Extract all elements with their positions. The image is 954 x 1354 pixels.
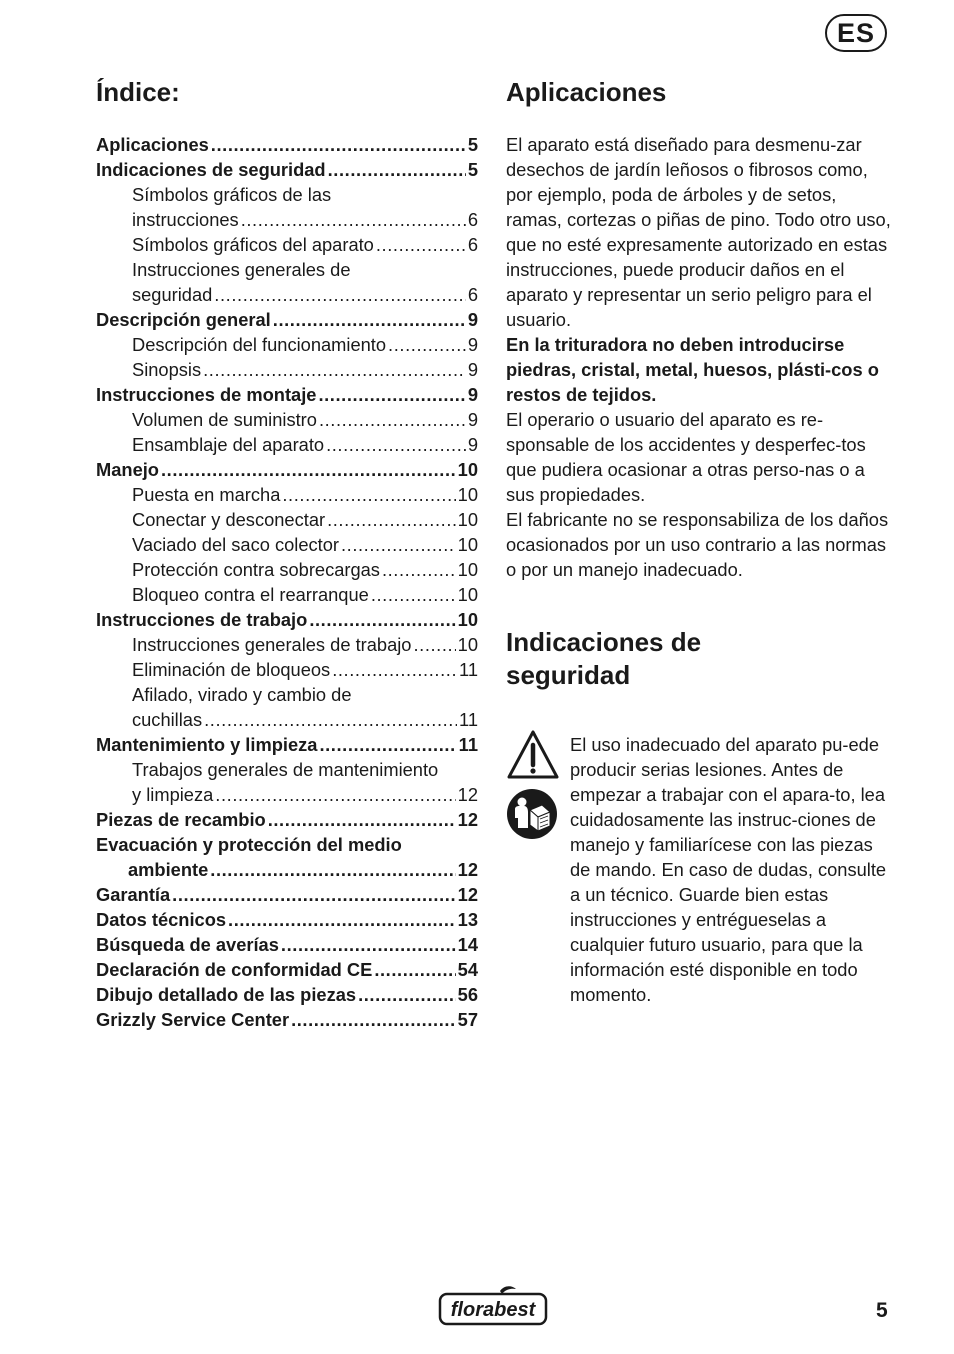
applications-paragraph-2: El operario o usuario del aparato es re-sponsable de los accidentes y desperfec-tos que pudiera ocasionar a otras perso-nas o a sus propiedades. — [506, 409, 866, 505]
toc-entry-label: Piezas de recambio — [96, 809, 266, 830]
toc-entry — [96, 982, 478, 1007]
toc-entry-label: Declaración de conformidad CE — [96, 959, 373, 980]
toc-leader-dots — [413, 632, 455, 657]
toc-leader-dots — [268, 807, 456, 832]
toc-entry-label: Indicaciones de seguridad — [96, 159, 326, 180]
toc-entry — [96, 682, 478, 707]
florabest-logo — [438, 1285, 548, 1327]
toc-entry-page: 10 — [457, 459, 478, 480]
toc-leader-dots — [273, 307, 466, 332]
toc-entry — [96, 207, 478, 232]
toc-entry-label: Trabajos generales de mantenimiento — [132, 759, 439, 780]
safety-body: El uso inadecuado del aparato pu-ede producir serias lesiones. Antes de empezar a trabajar con el apara-to, lea cuidadosamente las instruc-ciones de manejo y familiarícese con las piezas de mando. En caso de dudas, consulte a un técnico. Guarde bien estas instrucciones y entrégueselas a cualquier futuro usuario, para que la información esté disponible en todo momento. — [570, 734, 887, 1005]
toc-entry-label: Puesta en marcha — [132, 484, 281, 505]
toc-entry-label: Mantenimiento y limpieza — [96, 734, 318, 755]
safety-title — [506, 626, 701, 692]
toc-leader-dots — [371, 582, 456, 607]
toc-leader-dots — [161, 457, 456, 482]
toc-entry-page: 11 — [458, 734, 478, 755]
toc-entry — [96, 132, 478, 157]
toc-leader-dots — [388, 332, 466, 357]
safety-title-line-2: seguridad — [506, 660, 631, 690]
applications-title: Aplicaciones — [506, 77, 667, 107]
toc-entry-page: 10 — [457, 584, 478, 605]
applications-paragraph-1: El aparato está diseñado para desmenu-zar desechos de jardín leñosos o fibrosos como, por ejemplo, poda de árboles y de setos, ramas, cortezas o piñas de pino. Todo otro uso, que no esté expresamente autorizado en estas instrucciones, puede producir daños en el aparato y representar un serio peligro para el usuario. — [506, 134, 891, 330]
toc-entry-page: 13 — [457, 909, 478, 930]
toc-leader-dots — [282, 482, 455, 507]
toc-leader-dots — [291, 1007, 456, 1032]
toc-entry — [96, 282, 478, 307]
toc-entry — [96, 407, 478, 432]
toc-entry-page: 9 — [467, 309, 478, 330]
applications-body — [506, 132, 891, 582]
toc-leader-dots — [358, 982, 456, 1007]
toc-entry-page: 54 — [457, 959, 478, 980]
toc-entry-page: 14 — [457, 934, 478, 955]
toc-entry — [96, 307, 478, 332]
toc-entry-page: 12 — [457, 784, 478, 805]
toc-entry-label: Instrucciones de montaje — [96, 384, 317, 405]
toc-entry — [96, 757, 478, 782]
toc-leader-dots — [172, 882, 455, 907]
toc-entry-label: Bloqueo contra el rearranque — [132, 584, 369, 605]
toc-entry — [96, 232, 478, 257]
toc-leader-dots — [204, 707, 457, 732]
toc-entry-label: Eliminación de bloqueos — [132, 659, 331, 680]
toc-entry-page: 9 — [467, 384, 478, 405]
toc-leader-dots — [328, 157, 466, 182]
toc-entry — [96, 732, 478, 757]
toc-entry — [96, 582, 478, 607]
toc-entry-label: Evacuación y protección del medio — [96, 834, 402, 855]
toc-entry-label: Datos técnicos — [96, 909, 227, 930]
toc-leader-dots — [215, 782, 455, 807]
toc-entry-page: 10 — [457, 484, 478, 505]
toc-leader-dots — [319, 732, 456, 757]
toc-entry-label: Símbolos gráficos de las — [132, 184, 332, 205]
toc-entry — [96, 857, 478, 882]
toc-entry-label: Ensamblaje del aparato — [132, 434, 325, 455]
toc-entry — [96, 482, 478, 507]
toc-entry-page: 56 — [457, 984, 478, 1005]
toc-entry-label: Volumen de suministro — [132, 409, 317, 430]
toc-entry — [96, 782, 478, 807]
toc-entry-label: Símbolos gráficos del aparato — [132, 234, 374, 255]
toc-entry — [96, 932, 478, 957]
toc-entry-page: 5 — [467, 159, 478, 180]
toc-entry-label: Descripción del funcionamiento — [132, 334, 387, 355]
read-manual-icon — [506, 788, 558, 840]
toc-entry — [96, 182, 478, 207]
toc-entry — [96, 957, 478, 982]
toc-entry-page: 9 — [467, 359, 478, 380]
toc-entry — [96, 832, 478, 857]
toc-entry — [96, 357, 478, 382]
toc-entry-label: Manejo — [96, 459, 159, 480]
applications-paragraph-3: El fabricante no se responsabiliza de los daños ocasionados por un uso contrario a las normas o por un manejo inadecuado. — [506, 509, 889, 580]
toc-entry-page: 10 — [457, 534, 478, 555]
toc-entry-page: 12 — [457, 809, 478, 830]
toc-entry-label: Dibujo detallado de las piezas — [96, 984, 357, 1005]
applications-warning-bold: En la trituradora no deben introducirse piedras, cristal, metal, huesos, plásti-cos o restos de tejidos. — [506, 334, 879, 405]
toc-entry — [96, 907, 478, 932]
toc-entry-page: 11 — [459, 709, 478, 730]
toc-entry-page: 57 — [457, 1009, 478, 1030]
toc-entry-page: 12 — [457, 859, 478, 880]
toc-entry — [96, 557, 478, 582]
toc-leader-dots — [318, 382, 465, 407]
toc-entry — [96, 657, 478, 682]
toc-entry-page: 9 — [467, 409, 478, 430]
toc-entry-page: 10 — [457, 559, 478, 580]
toc-entry-label: Vaciado del saco colector — [132, 534, 339, 555]
toc-entry-label: Grizzly Service Center — [96, 1009, 290, 1030]
svg-text:florabest: florabest — [450, 1299, 536, 1321]
toc-entry-page: 10 — [457, 609, 478, 630]
toc-entry — [96, 882, 478, 907]
toc-entry — [96, 807, 478, 832]
toc-leader-dots — [309, 607, 455, 632]
toc-entry-label: cuchillas — [132, 709, 203, 730]
toc-leader-dots — [376, 232, 466, 257]
toc-entry-label: Conectar y desconectar — [132, 509, 326, 530]
toc-entry-page: 10 — [457, 634, 478, 655]
toc-entry-label: Instrucciones de trabajo — [96, 609, 308, 630]
toc-leader-dots — [374, 957, 455, 982]
toc-entry-label: instrucciones — [132, 209, 239, 230]
toc-entry-label: Instrucciones generales de trabajo — [132, 634, 412, 655]
toc-title: Índice: — [96, 77, 180, 107]
toc-entry-label: Protección contra sobrecargas — [132, 559, 380, 580]
toc-leader-dots — [281, 932, 456, 957]
toc-entry-page: 12 — [457, 884, 478, 905]
toc-leader-dots — [327, 507, 456, 532]
toc-entry — [96, 257, 478, 282]
safety-title-line-1: Indicaciones de — [506, 627, 702, 657]
toc-entry — [96, 157, 478, 182]
toc-entry — [96, 457, 478, 482]
toc-entry-label: Instrucciones generales de — [132, 259, 351, 280]
toc-leader-dots — [326, 432, 466, 457]
toc-entry-label: Afilado, virado y cambio de — [132, 684, 352, 705]
toc-entry-page: 5 — [467, 134, 478, 155]
toc-entry-page: 11 — [459, 659, 478, 680]
toc-leader-dots — [382, 557, 456, 582]
toc-entry-label: Garantía — [96, 884, 171, 905]
toc-entry — [96, 332, 478, 357]
toc-leader-dots — [332, 657, 457, 682]
toc-entry — [96, 707, 478, 732]
toc-entry-page: 10 — [457, 509, 478, 530]
toc-leader-dots — [214, 282, 466, 307]
toc-entry-label: Aplicaciones — [96, 134, 209, 155]
toc-entry-label: Sinopsis — [132, 359, 202, 380]
page-number: 5 — [876, 1299, 888, 1322]
toc-leader-dots — [211, 132, 466, 157]
toc-leader-dots — [341, 532, 456, 557]
toc-entry-page: 9 — [467, 434, 478, 455]
toc-leader-dots — [241, 207, 466, 232]
toc-leader-dots — [228, 907, 456, 932]
toc-entry-page: 6 — [467, 284, 478, 305]
toc-entry — [96, 532, 478, 557]
toc-entry — [96, 1007, 478, 1032]
toc-entry-label: y limpieza — [132, 784, 214, 805]
table-of-contents — [96, 132, 478, 1032]
toc-leader-dots — [319, 407, 466, 432]
toc-entry — [96, 507, 478, 532]
toc-entry-label: ambiente — [128, 859, 209, 880]
toc-entry-page: 6 — [467, 209, 478, 230]
toc-entry-page: 9 — [467, 334, 478, 355]
toc-leader-dots — [203, 357, 466, 382]
toc-entry — [96, 607, 478, 632]
toc-entry-page: 6 — [467, 234, 478, 255]
toc-entry-label: Búsqueda de averías — [96, 934, 279, 955]
toc-entry-label: seguridad — [132, 284, 213, 305]
toc-entry — [96, 632, 478, 657]
toc-entry — [96, 382, 478, 407]
warning-triangle-icon — [506, 729, 560, 781]
toc-leader-dots — [210, 857, 455, 882]
toc-entry — [96, 432, 478, 457]
toc-entry-label: Descripción general — [96, 309, 271, 330]
language-badge: ES — [825, 14, 887, 52]
